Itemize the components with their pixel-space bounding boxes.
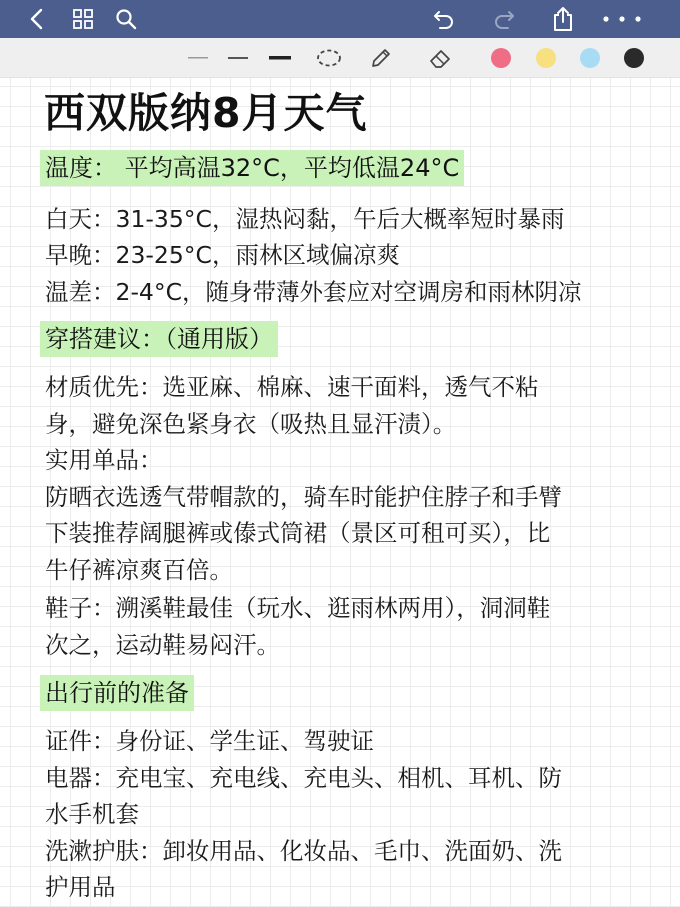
color-blue-swatch[interactable] — [579, 38, 601, 78]
prep-line: 电器：充电宝、充电线、充电头、相机、耳机、防 — [45, 764, 562, 792]
pen-medium-icon[interactable] — [226, 38, 250, 78]
lasso-icon[interactable] — [315, 38, 343, 78]
weather-line: 温差：2-4°C，随身带薄外套应对空调房和雨林阴凉 — [45, 278, 582, 306]
search-icon[interactable] — [111, 0, 141, 38]
color-pink-swatch[interactable] — [490, 38, 512, 78]
pen-thin-icon[interactable] — [186, 38, 210, 78]
outfit-line: 身，避免深色紧身衣（吸热且显汗渍）。 — [45, 410, 457, 438]
outfit-line: 防晒衣选透气带帽款的，骑车时能护住脖子和手臂 — [45, 483, 562, 511]
note-page[interactable] — [0, 78, 680, 907]
outfit-heading: 穿搭建议：（通用版） — [40, 321, 278, 357]
prep-line: 洗漱护肤：卸妆用品、化妆品、毛巾、洗面奶、洗 — [45, 837, 562, 865]
undo-icon[interactable] — [428, 0, 460, 38]
color-yellow-swatch[interactable] — [535, 38, 557, 78]
prep-line: 水手机套 — [45, 800, 139, 828]
top-nav-bar — [0, 0, 680, 38]
note-title: 西双版纳8月天气 — [44, 89, 368, 137]
swatch-dot — [536, 48, 556, 68]
grid-icon[interactable] — [68, 0, 98, 38]
outfit-line: 下装推荐阔腿裤或傣式筒裙（景区可租可买），比 — [45, 519, 551, 547]
outfit-line: 次之，运动鞋易闷汗。 — [45, 631, 280, 659]
pencil-icon[interactable] — [367, 38, 395, 78]
color-black-swatch[interactable] — [623, 38, 645, 78]
weather-heading: 温度： 平均高温32°C，平均低温24°C — [40, 150, 464, 186]
outfit-line: 鞋子：溯溪鞋最佳（玩水、逛雨林两用），洞洞鞋 — [45, 594, 551, 622]
drawing-toolbar — [0, 38, 680, 78]
eraser-icon[interactable] — [427, 38, 455, 78]
swatch-dot — [580, 48, 600, 68]
outfit-line: 实用单品： — [45, 446, 163, 474]
prep-line: 证件：身份证、学生证、驾驶证 — [45, 727, 374, 755]
back-icon[interactable] — [22, 0, 52, 38]
prep-heading: 出行前的准备 — [40, 675, 194, 711]
outfit-line: 材质优先：选亚麻、棉麻、速干面料，透气不粘 — [45, 373, 539, 401]
redo-icon[interactable] — [488, 0, 520, 38]
more-icon[interactable] — [598, 0, 646, 38]
outfit-line: 牛仔裤凉爽百倍。 — [45, 556, 233, 584]
prep-line: 护用品 — [45, 873, 116, 901]
swatch-dot — [491, 48, 511, 68]
swatch-dot — [624, 48, 644, 68]
share-icon[interactable] — [548, 0, 578, 38]
weather-line: 白天：31-35°C，湿热闷黏，午后大概率短时暴雨 — [45, 205, 565, 233]
weather-line: 早晚：23-25°C，雨林区域偏凉爽 — [45, 241, 400, 269]
pen-thick-icon[interactable] — [268, 38, 292, 78]
